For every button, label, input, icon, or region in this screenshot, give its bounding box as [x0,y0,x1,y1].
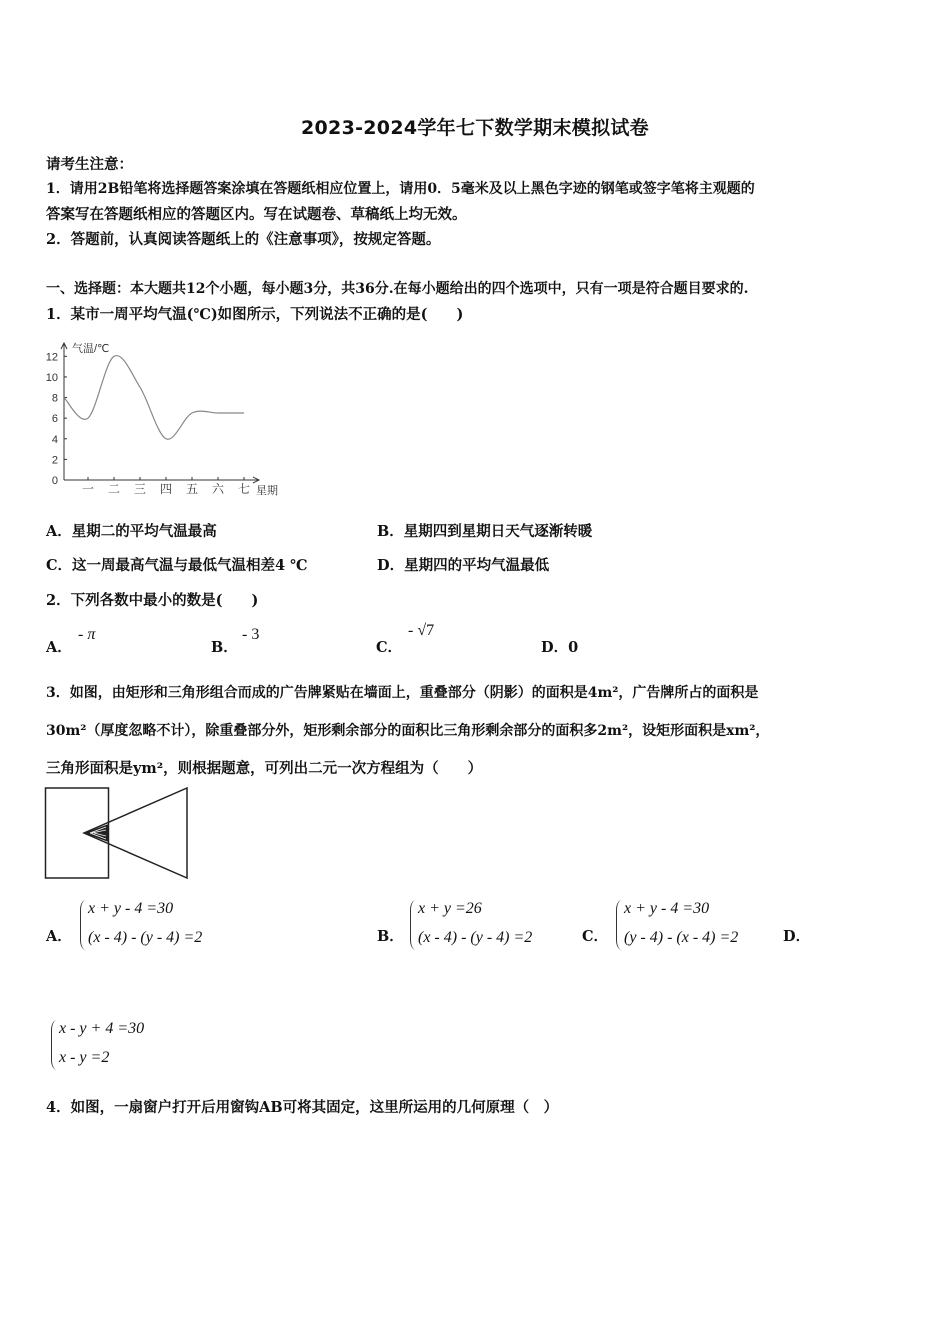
q2-option-d: D．0 [541,639,579,656]
q2-option-b-label: B． [211,639,238,656]
q1-option-a: A．星期二的平均气温最高 [46,523,217,540]
q3-option-a-label: A． [46,928,72,945]
x-tick-label: 六 [211,482,225,496]
q3-option-a-brace [80,900,87,950]
x-tick-label: 五 [185,482,199,496]
x-tick-label: 一 [81,482,95,496]
x-tick-label: 三 [133,482,147,496]
q3-option-c-label: C． [582,928,609,945]
y-tick-label: 10 [45,371,58,384]
notice-heading: 请考生注意： [46,156,133,173]
q3-option-d-eq2: x - y =2 [59,1049,110,1066]
y-tick-label: 12 [45,351,58,364]
y-tick-label: 2 [51,454,58,467]
q3-option-b-label: B． [377,928,404,945]
question-2-stem: 2．下列各数中最小的数是( ) [46,592,259,609]
temperature-line-chart [40,338,290,503]
q2-option-c-value: - √7 [408,622,435,639]
y-tick-label: 0 [51,475,58,487]
q3-option-c-brace [616,900,623,950]
q3-option-b-eq2: (x - 4) - (y - 4) =2 [418,929,533,946]
q2-option-a-value: - π [78,626,96,643]
q3-option-d-label: D． [783,928,811,945]
q3-option-c-eq1: x + y - 4 =30 [624,900,710,917]
q3-option-d-eq1: x - y + 4 =30 [59,1020,145,1037]
q1-option-b: B．星期四到星期日天气逐渐转暖 [377,523,593,540]
question-3-line-1: 3．如图，由矩形和三角形组合而成的广告牌紧贴在墙面上，重叠部分（阴影）的面积是4m²，广告牌所占的面积是 [46,685,759,701]
q3-option-a-eq1: x + y - 4 =30 [88,900,174,917]
q3-option-b-eq1: x + y =26 [418,900,482,917]
page-title: 2023-2024学年七下数学期末模拟试卷 [301,117,649,139]
q1-option-c: C．这一周最高气温与最低气温相差4 ℃ [46,557,308,574]
notice-item-2: 2．答题前，认真阅读答题纸上的《注意事项》，按规定答题。 [46,231,441,248]
temperature-series-line [64,356,244,440]
q3-option-a-eq2: (x - 4) - (y - 4) =2 [88,929,203,946]
x-tick-label: 四 [159,482,173,496]
x-tick-label: 七 [237,482,251,496]
chart-x-axis-label: 星期 [256,485,278,497]
q2-option-a-label: A． [46,639,72,656]
y-tick-label: 4 [51,433,58,446]
x-tick-label: 二 [107,482,121,496]
rectangle-triangle-figure [44,785,192,883]
overlap-shaded-region [84,824,109,842]
question-3-line-3: 三角形面积是ym²，则根据题意，可列出二元一次方程组为（ ） [46,760,483,777]
q3-option-b-brace [410,900,417,950]
section-heading: 一、选择题：本大题共12个小题，每小题3分，共36分.在每小题给出的四个选项中，只有一项是符合题目要求的. [46,281,749,297]
question-4-stem: 4．如图，一扇窗户打开后用窗钩AB可将其固定，这里所运用的几何原理（ ） [46,1099,559,1116]
y-tick-label: 8 [51,392,58,405]
chart-y-axis-label: 气温/℃ [72,343,110,355]
question-3-line-2: 30m²（厚度忽略不计），除重叠部分外，矩形剩余部分的面积比三角形剩余部分的面积多2m²，设矩形面积是xm²， [46,723,770,739]
q1-option-d: D．星期四的平均气温最低 [377,557,550,574]
y-tick-label: 6 [51,413,58,426]
q2-option-b-value: - 3 [242,626,260,643]
q2-option-c-label: C． [376,639,403,656]
notice-item-1-line-2: 答案写在答题纸相应的答题区内。写在试题卷、草稿纸上均无效。 [46,206,467,223]
question-1-stem: 1．某市一周平均气温(℃)如图所示，下列说法不正确的是( ) [46,306,464,323]
q3-option-c-eq2: (y - 4) - (x - 4) =2 [624,929,739,946]
notice-item-1-line-1: 1．请用2B铅笔将选择题答案涂填在答题纸相应位置上，请用0．5毫米及以上黑色字迹的钢笔或签字笔将主观题的 [46,181,755,197]
q3-option-d-brace [51,1020,58,1070]
